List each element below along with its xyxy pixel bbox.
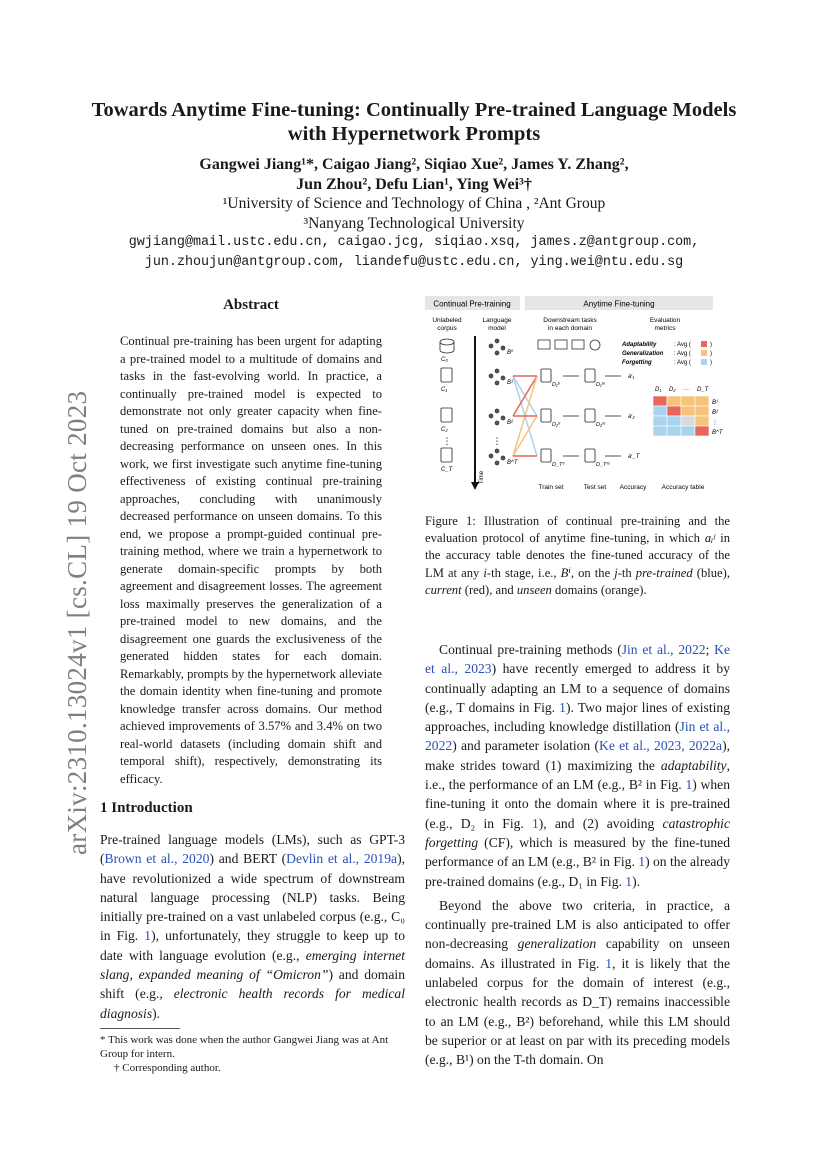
figure-link[interactable]: 1 <box>144 928 152 944</box>
abstract-heading: Abstract <box>223 297 279 313</box>
bottom-label: Test set <box>583 484 607 491</box>
footnote: * This work was done when the author Gangwei Jiang was at Ant Group for intern. <box>100 1034 389 1060</box>
bottom-label: Accuracy <box>619 484 647 491</box>
metric-avg: : Avg ( <box>674 342 691 348</box>
footnote: † Corresponding author. <box>114 1062 221 1074</box>
svg-text:aⁱ₁: aⁱ₁ <box>628 374 635 380</box>
svg-text:⋮: ⋮ <box>492 436 502 446</box>
table-row: ⋮ <box>712 420 718 426</box>
metric-avg: : Avg ( <box>674 360 691 366</box>
citation-link[interactable]: Brown et al., 2020 <box>104 851 210 867</box>
model-label: B² <box>507 420 513 426</box>
figure-link[interactable]: 1 <box>605 955 613 971</box>
arxiv-sidebar <box>14 365 92 865</box>
col-label: Language <box>482 317 512 324</box>
figure-link[interactable]: 1 <box>638 854 646 870</box>
table-row: B¹ <box>712 400 718 406</box>
citation-link[interactable]: Jin et al., 2022 <box>621 642 706 657</box>
table-col: ··· <box>683 387 689 393</box>
header-right: Anytime Fine-tuning <box>583 299 655 309</box>
bottom-label: Accuracy table <box>661 484 705 491</box>
model-label: B¹ <box>507 380 513 386</box>
corpus-label: C₀ <box>441 357 448 363</box>
section-heading: 1 Introduction <box>100 800 193 816</box>
svg-text:D_Tᵗᵉ: D_Tᵗᵉ <box>596 462 610 468</box>
figure-1 <box>425 296 730 496</box>
svg-text:D₂ᵗʳ: D₂ᵗʳ <box>552 422 561 428</box>
abstract-text: Continual pre-training has been urgent for adapting a pre-trained model to a multitude of domains and tasks in the fast-evolving world. In practice, a continually pre-trained model is expected to demonstrate not only greater capacity when fine-tuned on pre-trained domains but also a non-decreasing performance on unseen ones. In this work, we first investigate such anytime fine-tuning effectiveness of existing continual pre-training approaches, concluding with unanimously decreased performance on unseen domains. To this end, we propose a prompt-guided continual pre-training method, where we train a hypernetwork to generate domain-specific prompts by both agreement and disagreement losses. The agreement loss maximally preserves the generalization of a pre-trained model to new domains, and the disagreement one guards the exclusiveness of the generated hidden states for each domain. Remarkably, prompts by the hypernetwork alleviate the domain identity when fine-tuning and promote knowledge transfer across domains. Our method achieved improvements of 3.57% and 3.4% on two real-world datasets (including domain shift and temporal shift), respectively, demonstrating its efficacy. <box>120 334 382 786</box>
citation-link[interactable]: Jin et al., 2022 <box>425 719 730 754</box>
citation-link[interactable]: Ke et al., 2023, 2022a <box>599 738 723 754</box>
svg-text:aⁱ₂: aⁱ₂ <box>628 414 635 420</box>
intro-paragraph: Pre-trained language models (LMs), such as GPT-3 (Brown et al., 2020) and BERT (Devlin et al., 2019a), have revolutionized a wide spectrum of downstream natural language processing (NLP) tasks. Being initially pre-trained on a vast unlabeled corpus (e.g., C₀ in Fig. 1), unfortunately, they struggle to keep up to date with language evolution (e.g., emerging internet slang, expanded meaning of “Omicron”) and domain shift (e.g., electronic health records for medical diagnosis). <box>100 832 405 1021</box>
col-label: model <box>488 325 506 332</box>
author-list: Gangwei Jiang¹*, Caigao Jiang², Siqiao Xue², James Y. Zhang², Jun Zhou², Defu Lian¹, Ying Wei³† <box>199 156 629 193</box>
email-line: jun.zhoujun@antgroup.com, liandefu@ustc.edu.cn, ying.wei@ntu.edu.sg <box>144 254 684 270</box>
figure-diagram <box>425 296 730 496</box>
citation-link[interactable]: Devlin et al., 2019a <box>286 851 398 867</box>
svg-text:D₁ᵗʳ: D₁ᵗʳ <box>552 382 560 388</box>
metric-label: Adaptability <box>622 342 657 348</box>
time-arrow-head <box>471 482 479 490</box>
accuracy-table <box>653 396 709 436</box>
paper-title: Towards Anytime Fine-tuning: Continually Pre-trained Language Models with Hypernetwork Prompts <box>91 99 737 145</box>
affiliations: ¹University of Science and Technology of China , ²Ant Group ³Nanyang Technological University gwjiang@mail.ustc.edu.cn, caigao.jcg, siqiao.xsq, james.z@antgroup.com, jun.zhoujun@antgroup.com, liandefu@ustc.edu.cn, ying.wei@ntu.edu.sg <box>80 194 748 272</box>
transfer-arrows <box>513 376 537 456</box>
header-left: Continual Pre-training <box>433 299 511 309</box>
svg-text:): ) <box>710 342 712 348</box>
svg-text:D₂ᵗᵉ: D₂ᵗᵉ <box>596 422 606 428</box>
task-icons <box>538 340 600 350</box>
figure-link[interactable]: 1 <box>531 815 539 831</box>
citation-link[interactable]: Ke et al., 2023 <box>425 642 730 677</box>
col-label: corpus <box>437 325 457 332</box>
footnote-rule <box>100 1028 180 1029</box>
col-label: Unlabeled <box>432 317 462 324</box>
figure-link[interactable]: 1 <box>685 777 693 793</box>
col-label: Evaluation <box>649 317 681 324</box>
figure-link[interactable]: 1 <box>625 873 633 889</box>
model-label: B⁰ <box>507 350 514 356</box>
table-col: D_T <box>697 387 709 393</box>
table-col: D₁ <box>655 387 662 393</box>
bottom-label: Train set <box>538 484 564 491</box>
model-column <box>489 339 505 465</box>
corpus-label: C_T <box>441 467 453 473</box>
table-col: D₂ <box>669 387 676 393</box>
col-label: metrics <box>654 325 676 332</box>
footnotes <box>100 1033 405 1075</box>
col-label: Downstream tasks <box>543 317 597 324</box>
svg-text:aⁱ_T: aⁱ_T <box>628 454 640 460</box>
svg-text:): ) <box>710 351 712 357</box>
time-label: Time <box>479 470 485 484</box>
model-label: B^T <box>507 460 518 466</box>
table-row: B^T <box>712 430 723 436</box>
metric-label: Forgetting <box>622 360 652 366</box>
metric-label: Generalization <box>622 351 664 357</box>
corpus-label: C₁ <box>441 387 448 393</box>
svg-text:): ) <box>710 360 712 366</box>
svg-text:D_Tᵗʳ: D_Tᵗʳ <box>552 462 565 468</box>
metric-avg: : Avg ( <box>674 351 691 357</box>
figure-caption: Figure 1: Illustration of continual pre-training and the evaluation protocol of anytime fine-tuning, in which aᵢʲ in the accuracy table denotes the fine-tuned accuracy of the LM at any i-th stage, i.e., Bⁱ, on the j-th pre-trained (blue), current (red), and unseen domains (orange). <box>425 514 730 597</box>
right-column-text: Continual pre-training methods (Jin et al., 2022; Ke et al., 2023) have recently emerged to address it by continually adapting an LM to a sequence of domains (e.g., T domains in Fig. 1). Two major lines of existing approaches, including knowledge distillation (Jin et al., 2022) and parameter isolation (Ke et al., 2023, 2022a), make strides toward (1) maximizing the adaptability, i.e., the performance of an LM (e.g., B² in Fig. 1) when fine-tuning it onto the domain where it is pre-trained (e.g., D₂ in Fig. 1), and (2) avoiding catastrophic forgetting (CF), which is measured by the fine-tuned performance of an LM (e.g., B² in Fig. 1) on the already pre-trained domains (e.g., D₁ in Fig. 1). Beyond the above two criteria, in practice, a continually pre-trained LM is also anticipated to offer non-decreasing generalization capability on unseen domains. As illustrated in Fig. 1, it is likely that the unlabeled corpus for the domain of interest (e.g., electronic health records as D_T) remains inaccessible to an LM (e.g., B²) beforehand, while this LM should be superior or at least on par with its preceding models (e.g., B¹) on the T-th domain. On <box>425 642 731 1068</box>
svg-text:D₁ᵗᵉ: D₁ᵗᵉ <box>596 382 605 388</box>
swatch-red <box>701 341 707 347</box>
svg-text:⋮: ⋮ <box>442 436 452 446</box>
swatch-blue <box>701 359 707 365</box>
arxiv-identifier: arXiv:2310.13024v1 [cs.CL] 19 Oct 2023 <box>62 390 92 855</box>
col-label: in each domain <box>547 325 593 332</box>
table-row: B² <box>712 410 718 416</box>
figure-link[interactable]: 1 <box>559 699 566 715</box>
swatch-orange <box>701 350 707 356</box>
email-line: gwjiang@mail.ustc.edu.cn, caigao.jcg, siqiao.xsq, james.z@antgroup.com, <box>128 235 700 250</box>
corpus-label: C₂ <box>441 427 448 433</box>
